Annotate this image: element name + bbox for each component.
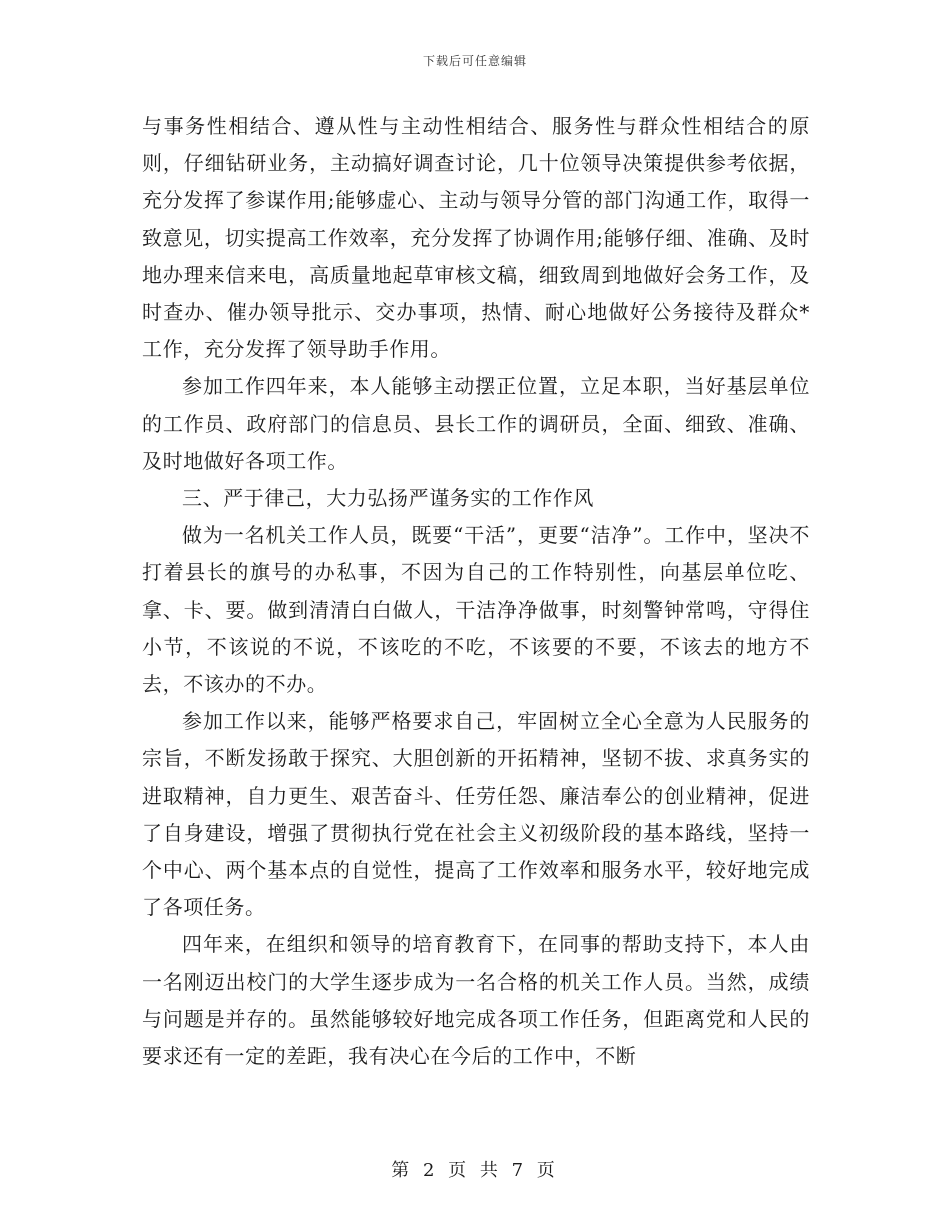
paragraph: 参加工作以来，能够严格要求自己，牢固树立全心全意为人民服务的宗旨，不断发扬敢于探究、大胆创新的开拓精神，坚韧不拔、求真务实的进取精神，自力更生、艰苦奋斗、任劳任怨、廉洁奉公的创业精神，促进了自身建设，增强了贯彻执行党在社会主义初级阶段的基本路线，坚持一个中心、两个基本点的自觉性，提高了工作效率和服务水平，较好地完成了各项任务。 <box>142 709 810 920</box>
page-header: 下载后可任意编辑 <box>422 54 527 68</box>
paragraph: 做为一名机关工作人员，既要“干活”，更要“洁净”。工作中，坚决不打着县长的旗号的办私事，不因为自己的工作特别性，向基层单位吃、拿、卡、要。做到清清白白做人，干洁净净做事，时刻警钟常鸣，守得住小节，不该说的不说，不该吃的不吃，不该要的不要，不该去的地方不去，不该办的不办。 <box>142 523 810 697</box>
section-heading: 三、严于律己，大力弘扬严谨务实的工作作风 <box>182 486 594 511</box>
paragraph: 参加工作四年来，本人能够主动摆正位置，立足本职，当好基层单位的工作员、政府部门的信息员、县长工作的调研员，全面、细致、准确、及时地做好各项工作。 <box>142 374 810 473</box>
paragraph-continuation: 与事务性相结合、遵从性与主动性相结合、服务性与群众性相结合的原则，仔细钻研业务，主动搞好调查讨论，几十位领导决策提供参考依据，充分发挥了参谋作用;能够虚心、主动与领导分管的部门沟通工作，取得一致意见，切实提高工作效率，充分发挥了协调作用;能够仔细、准确、及时地办理来信来电，高质量地起草审核文稿，细致周到地做好会务工作，及时查办、催办领导批示、交办事项，热情、耐心地做好公务接待及群众*工作，充分发挥了领导助手作用。 <box>142 114 810 362</box>
document-body <box>142 108 810 1075</box>
paragraph: 四年来，在组织和领导的培育教育下，在同事的帮助支持下，本人由一名刚迈出校门的大学生逐步成为一名合格的机关工作人员。当然，成绩与问题是并存的。虽然能够较好地完成各项工作任务，但距离党和人民的要求还有一定的差距，我有决心在今后的工作中，不断 <box>142 932 810 1069</box>
page-number-footer: 第 2 页 共 7 页 <box>391 1160 559 1181</box>
